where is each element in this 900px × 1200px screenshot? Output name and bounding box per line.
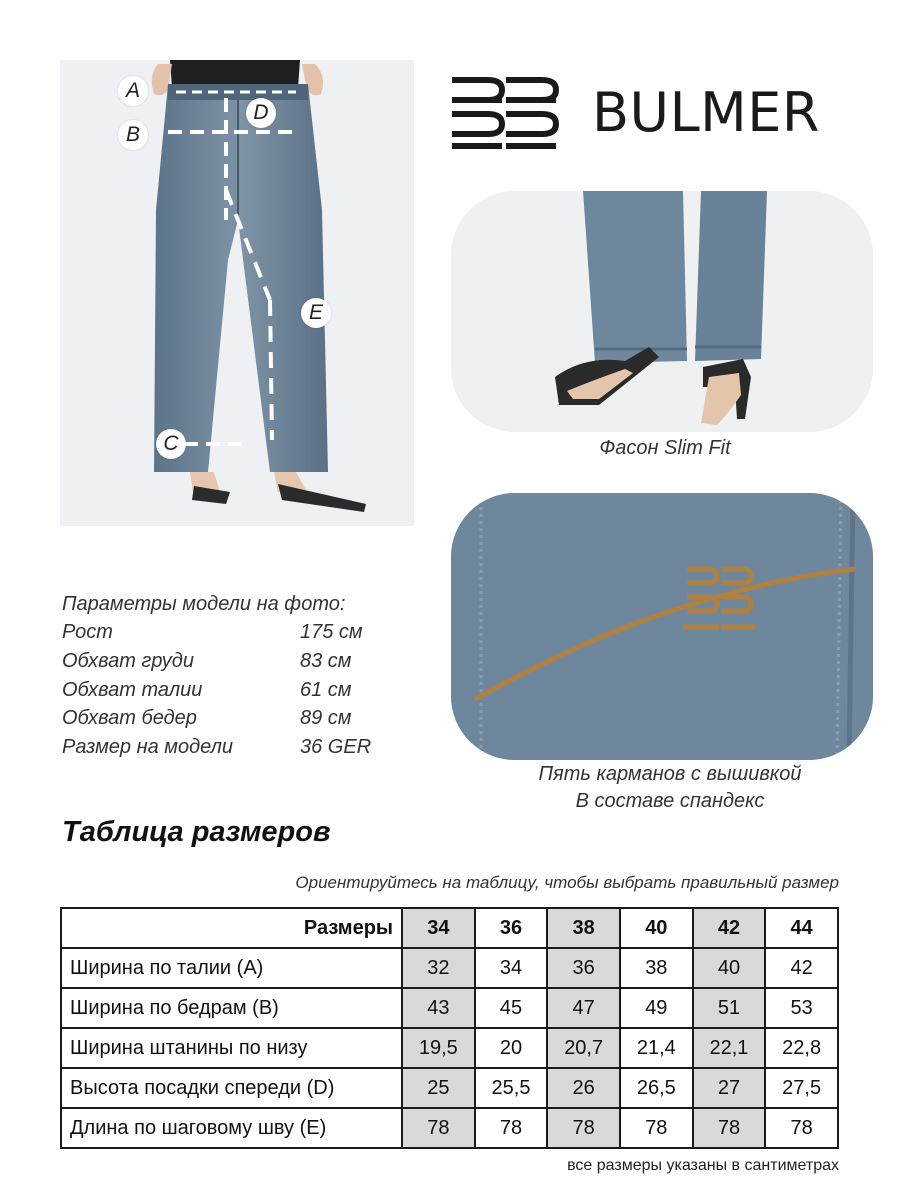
brand-monogram-icon [448, 74, 560, 152]
table-row [61, 1028, 838, 1068]
jeans-illustration [60, 60, 414, 526]
caption-fit: Фасон Slim Fit [599, 437, 731, 459]
table-cell: 42 [765, 948, 838, 988]
table-cell: 19,5 [402, 1028, 475, 1068]
param-value: 61 см [300, 678, 352, 701]
size-header-cell: 38 [547, 908, 620, 948]
marker-c: C [156, 429, 186, 459]
table-cell: 78 [547, 1108, 620, 1148]
table-cell: 21,4 [620, 1028, 693, 1068]
size-table [60, 907, 839, 1149]
table-cell: 20 [475, 1028, 548, 1068]
row-label: Ширина штанины по низу [61, 1028, 402, 1068]
size-header-cell: 44 [765, 908, 838, 948]
size-header-label: Размеры [61, 908, 402, 948]
model-params-title: Параметры модели на фото: [62, 593, 346, 615]
table-cell: 40 [693, 948, 766, 988]
table-cell: 27,5 [765, 1068, 838, 1108]
param-value: 175 см [300, 621, 363, 643]
table-cell: 26 [547, 1068, 620, 1108]
table-cell: 51 [693, 988, 766, 1028]
model-params [62, 590, 422, 762]
brand-name: BULMER [592, 81, 820, 144]
marker-e: E [301, 298, 331, 328]
product-photo-front [60, 60, 414, 526]
model-param-row [62, 618, 422, 647]
size-table-title: Таблица размеров [62, 816, 331, 848]
marker-a: A [118, 76, 148, 106]
param-label: Обхват груди [62, 649, 194, 672]
table-row [61, 988, 838, 1028]
caption-pocket-line1: Пять карманов с вышивкой [538, 763, 802, 785]
model-param-row [62, 676, 422, 705]
table-cell: 32 [402, 948, 475, 988]
size-table-header-row [61, 908, 838, 948]
table-cell: 43 [402, 988, 475, 1028]
row-label: Длина по шаговому шву (E) [61, 1108, 402, 1148]
param-label: Обхват талии [62, 678, 203, 701]
model-param-row [62, 733, 422, 762]
row-label: Высота посадки спереди (D) [61, 1068, 402, 1108]
param-value: 83 см [300, 649, 352, 672]
model-param-row [62, 647, 422, 676]
table-cell: 78 [693, 1108, 766, 1148]
marker-b: B [118, 120, 148, 150]
table-cell: 47 [547, 988, 620, 1028]
table-cell: 78 [765, 1108, 838, 1148]
param-label: Размер на модели [62, 736, 234, 759]
size-header-cell: 36 [475, 908, 548, 948]
table-cell: 22,1 [693, 1028, 766, 1068]
table-cell: 34 [475, 948, 548, 988]
table-row [61, 948, 838, 988]
param-value: 89 см [300, 707, 352, 730]
table-cell: 49 [620, 988, 693, 1028]
size-header-cell: 34 [402, 908, 475, 948]
row-label: Ширина по талии (A) [61, 948, 402, 988]
table-cell: 25 [402, 1068, 475, 1108]
size-header-cell: 42 [693, 908, 766, 948]
table-cell: 45 [475, 988, 548, 1028]
model-param-row [62, 704, 422, 733]
param-label: Рост [62, 621, 113, 643]
param-label: Обхват бедер [62, 707, 197, 730]
table-cell: 78 [402, 1108, 475, 1148]
param-value: 36 GER [300, 736, 372, 759]
table-row [61, 1108, 838, 1148]
table-cell: 36 [547, 948, 620, 988]
table-cell: 25,5 [475, 1068, 548, 1108]
table-cell: 53 [765, 988, 838, 1028]
caption-pocket-line2: В составе спандекс [575, 790, 765, 812]
table-row [61, 1068, 838, 1108]
size-header-cell: 40 [620, 908, 693, 948]
size-table-hint: Ориентируйтесь на таблицу, чтобы выбрать правильный размер [295, 873, 839, 892]
table-cell: 78 [475, 1108, 548, 1148]
marker-d: D [246, 98, 276, 128]
size-table-footnote: все размеры указаны в сантиметрах [567, 1157, 839, 1174]
row-label: Ширина по бедрам (B) [61, 988, 402, 1028]
table-cell: 78 [620, 1108, 693, 1148]
product-photo-fit [451, 191, 873, 432]
table-cell: 38 [620, 948, 693, 988]
table-cell: 26,5 [620, 1068, 693, 1108]
product-photo-pocket [451, 493, 873, 760]
table-cell: 20,7 [547, 1028, 620, 1068]
jeans-legs-illustration [451, 191, 873, 432]
table-cell: 22,8 [765, 1028, 838, 1068]
pocket-embroidery-illustration [451, 493, 873, 760]
table-cell: 27 [693, 1068, 766, 1108]
